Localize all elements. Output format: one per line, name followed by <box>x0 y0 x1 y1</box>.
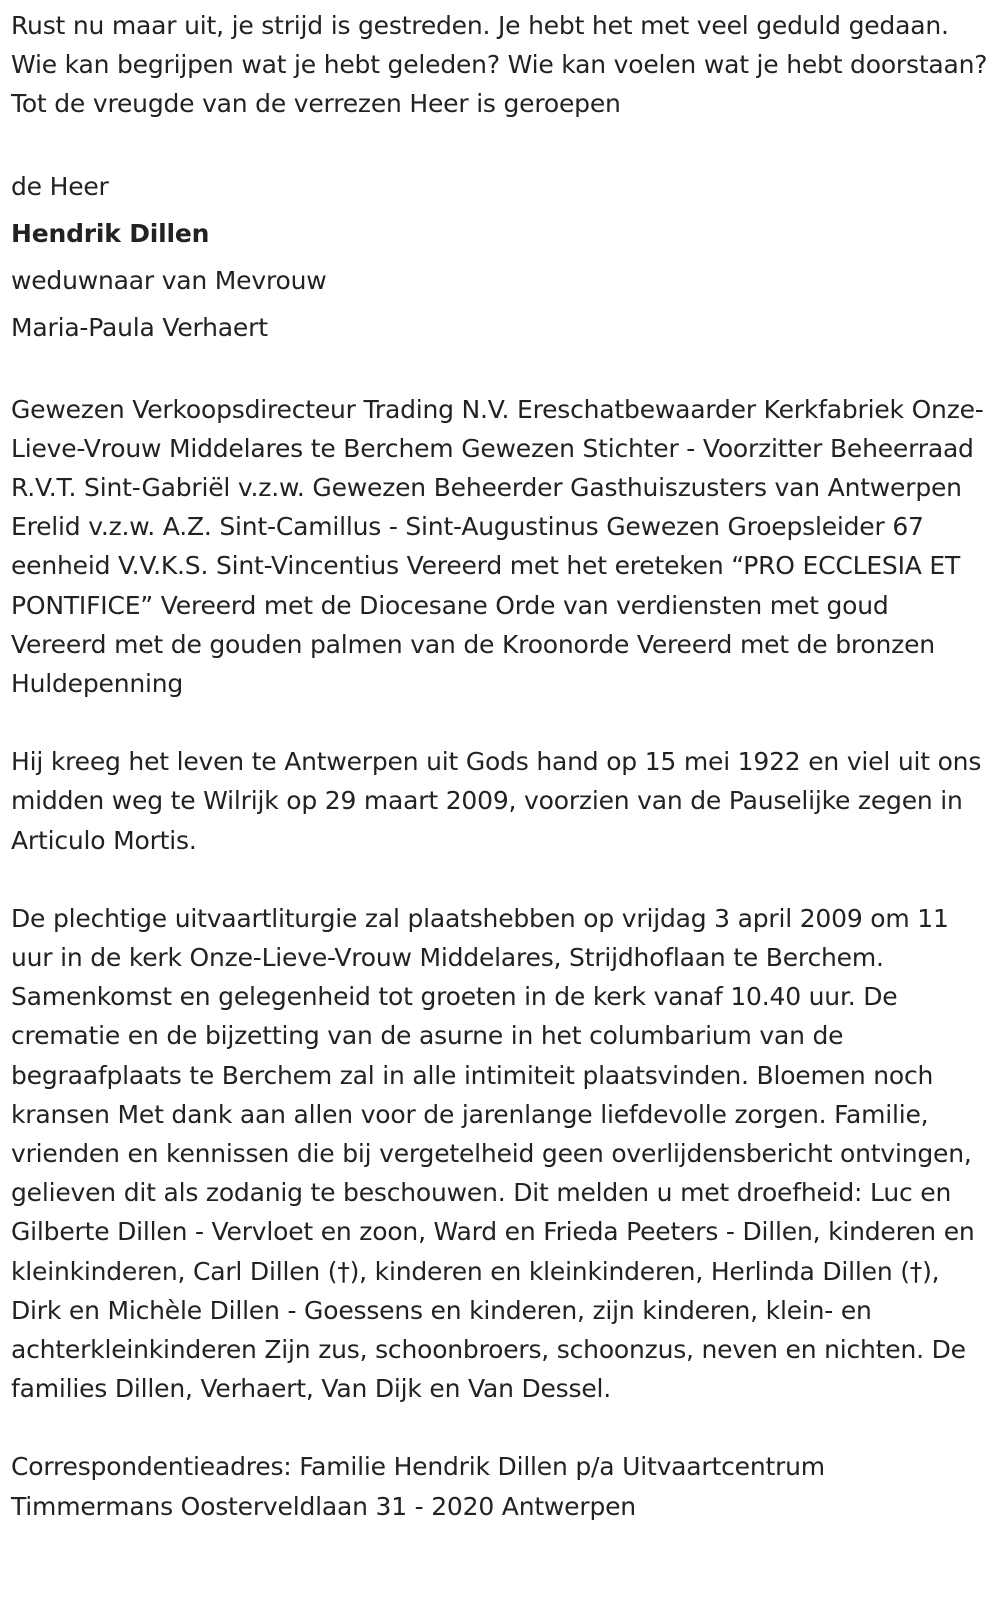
spacer <box>11 703 988 742</box>
funeral-paragraph: De plechtige uitvaartliturgie zal plaatshebben op vrijdag 3 april 2009 om 11 uur in de kerk Onze-Lieve-Vrouw Middelares, Strijdhoflaan te Berchem. Samenkomst en gelegenheid tot groeten in de kerk vanaf 10.40 uur. De crematie en de bijzetting van de asurne in het columbarium van de begraafplaats te Berchem zal in alle intimiteit plaatsvinden. Bloemen noch kransen Met dank aan allen voor de jarenlange liefdevolle zorgen. Familie, vrienden en kennissen die bij vergetelheid geen overlijdensbericht ontvingen, gelieven dit als zodanig te beschouwen. Dit melden u met droefheid: Luc en Gilberte Dillen - Vervloet en zoon, Ward en Frieda Peeters - Dillen, kinderen en kleinkinderen, Carl Dillen (†), kinderen en kleinkinderen, Herlinda Dillen (†), Dirk en Michèle Dillen - Goessens en kinderen, zijn kinderen, klein- en achterkleinkinderen Zijn zus, schoonbroers, schoonzus, neven en nichten. De families Dillen, Verhaert, Van Dijk en Van Dessel. <box>11 903 975 1404</box>
intro-paragraph: Rust nu maar uit, je strijd is gestreden. Je hebt het met veel geduld gedaan. Wie kan begrijpen wat je hebt geleden? Wie kan voelen wat je hebt doorstaan? Tot de vreugde van de verrezen Heer is geroepen <box>11 11 988 119</box>
life-paragraph: Hij kreeg het leven te Antwerpen uit Gods hand op 15 mei 1922 en viel uit ons midden weg te Wilrijk op 29 maart 2009, voorzien van de Pauselijke zegen in Articulo Mortis. <box>11 747 982 855</box>
salutation: de Heer <box>11 171 109 201</box>
deceased-name: Hendrik Dillen <box>11 218 210 248</box>
spacer <box>11 1408 988 1447</box>
spouse-name: Maria-Paula Verhaert <box>11 312 268 342</box>
titles-paragraph: Gewezen Verkoopsdirecteur Trading N.V. Ereschatbewaarder Kerkfabriek Onze-Lieve-Vrouw Middelares te Berchem Gewezen Stichter - Voorzitter Beheerraad R.V.T. Sint-Gabriël v.z.w. Gewezen Beheerder Gasthuiszusters van Antwerpen Erelid v.z.w. A.Z. Sint-Camillus - Sint-Augustinus Gewezen Groepsleider 67 eenheid V.V.K.S. Sint-Vincentius Vereerd met het ereteken “PRO ECCLESIA ET PONTIFICE” Vereerd met de Diocesane Orde van verdiensten met goud Vereerd met de gouden palmen van de Kroonorde Vereerd met de bronzen Huldepenning <box>11 394 984 699</box>
spacer <box>11 124 988 163</box>
relation-line: weduwnaar van Mevrouw <box>11 265 327 295</box>
correspondence-paragraph: Correspondentieadres: Familie Hendrik Dillen p/a Uitvaartcentrum Timmermans Oosterveldlaan 31 - 2020 Antwerpen <box>11 1452 825 1521</box>
spacer <box>11 860 988 899</box>
spacer <box>11 351 988 390</box>
